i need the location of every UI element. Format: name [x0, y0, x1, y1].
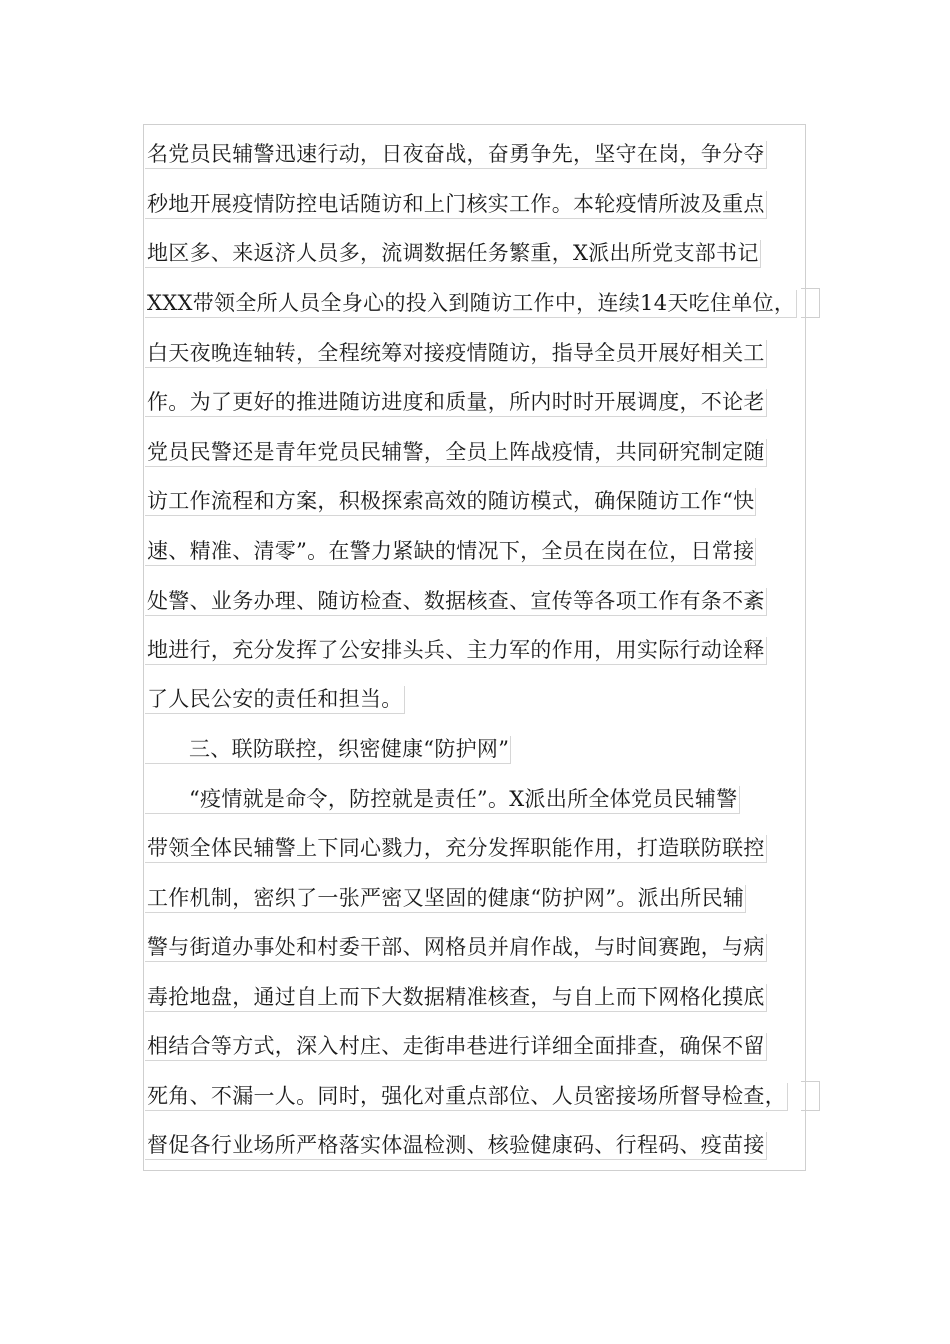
text-line: 白天夜晚连轴转，全程统筹对接疫情随访，指导全员开展好相关工	[147, 338, 765, 368]
text-line: 警与街道办事处和村委干部、网格员并肩作战，与时间赛跑，与病	[147, 932, 765, 962]
text-line: 了人民公安的责任和担当。	[147, 684, 403, 714]
line-overflow-marker	[801, 288, 820, 318]
text-line: XXX带领全所人员全身心的投入到随访工作中，连续14天吃住单位，	[147, 288, 795, 318]
text-line: 名党员民辅警迅速行动，日夜奋战，奋勇争先，坚守在岗，争分夺	[147, 139, 765, 169]
text-line: 党员民警还是青年党员民辅警，全员上阵战疫情，共同研究制定随	[147, 437, 765, 467]
text-line: 毒抢地盘，通过自上而下大数据精准核查，与自上而下网格化摸底	[147, 982, 765, 1012]
text-line: 地区多、来返济人员多，流调数据任务繁重，X派出所党支部书记	[147, 238, 759, 268]
text-line: 相结合等方式，深入村庄、走街串巷进行详细全面排查，确保不留	[147, 1031, 765, 1061]
text-line: 带领全体民辅警上下同心戮力，充分发挥职能作用，打造联防联控	[147, 833, 765, 863]
text-line: 秒地开展疫情防控电话随访和上门核实工作。本轮疫情所波及重点	[147, 189, 765, 219]
text-line: 死角、不漏一人。同时，强化对重点部位、人员密接场所督导检查，	[147, 1081, 786, 1111]
section-heading: 三、联防联控，织密健康“防护网”	[147, 734, 509, 764]
text-line: “疫情就是命令，防控就是责任”。X派出所全体党员民辅警	[147, 784, 738, 814]
text-line: 访工作流程和方案，积极探索高效的随访模式，确保随访工作“快	[147, 486, 754, 516]
text-line: 处警、业务办理、随访检查、数据核查、宣传等各项工作有条不紊	[147, 586, 765, 616]
text-line: 工作机制，密织了一张严密又坚固的健康“防护网”。派出所民辅	[147, 883, 744, 913]
text-line: 作。为了更好的推进随访进度和质量，所内时时开展调度，不论老	[147, 387, 765, 417]
text-line: 督促各行业场所严格落实体温检测、核验健康码、行程码、疫苗接	[147, 1130, 765, 1160]
line-overflow-marker	[801, 1081, 820, 1111]
text-line: 地进行，充分发挥了公安排头兵、主力军的作用，用实际行动诠释	[147, 635, 765, 665]
text-line: 速、精准、清零”。在警力紧缺的情况下，全员在岗在位，日常接	[147, 536, 754, 566]
